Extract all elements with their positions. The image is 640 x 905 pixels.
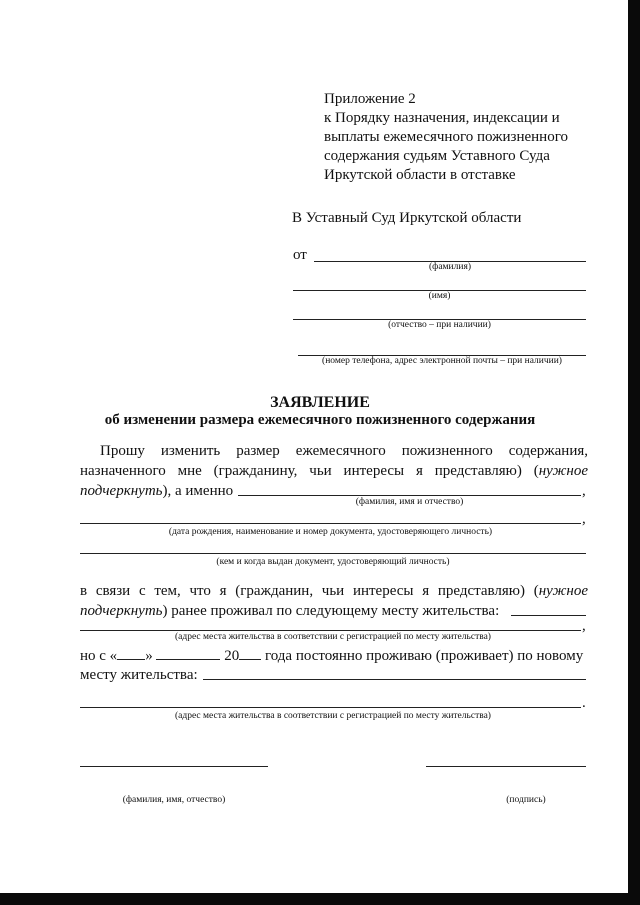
document-title: ЗАЯВЛЕНИЕ (270, 394, 370, 411)
fio-caption: (фамилия, имя и отчество) (355, 497, 464, 507)
birth-comma: , (582, 511, 586, 527)
new-address-field[interactable] (80, 707, 581, 708)
contact-caption: (номер телефона, адрес электронной почты – при наличии) (322, 356, 562, 366)
addressee: В Уставный Суд Иркутской области (292, 210, 522, 226)
new-address-period: . (582, 695, 586, 711)
new-address-caption: (адрес места жительства в соответствии с регистрацией по месту жительства) (175, 711, 491, 721)
p2-line1 (80, 581, 588, 601)
p2-line2-text: ) ранее проживал по следующему месту жительства: (162, 603, 500, 619)
old-address-comma: , (582, 618, 586, 634)
day-field[interactable] (117, 645, 145, 660)
year-field[interactable] (239, 645, 261, 660)
old-address-caption: (адрес места жительства в соответствии с регистрацией по месту жительства) (175, 632, 491, 642)
signature-fio-caption: (фамилия, имя, отчество) (122, 795, 226, 805)
old-address-field-start[interactable] (511, 615, 586, 616)
p3-text-d: года постоянно проживаю (проживает) по новому (264, 648, 584, 664)
p3-text-b: » (145, 648, 153, 664)
birth-doc-caption: (дата рождения, наименование и номер документа, удостоверяющего личность) (168, 527, 493, 537)
old-address-field[interactable] (80, 630, 581, 631)
appendix-line: выплаты ежемесячного пожизненного (324, 129, 568, 145)
scan-edge-bottom (0, 893, 640, 905)
signature-caption: (подпись) (506, 795, 546, 805)
appendix-block (324, 90, 594, 185)
p2-line2 (80, 601, 499, 621)
name-caption: (имя) (428, 291, 451, 301)
appendix-line: Приложение 2 (324, 91, 416, 107)
p1-line3-text: ), а именно (162, 483, 234, 499)
p2-line1-italic: нужное (538, 583, 588, 599)
p3-line1 (80, 645, 583, 666)
p1-line2-text: назначенного мне (гражданину, чьи интересы я представляю) ( (80, 463, 539, 479)
fio-comma: , (582, 483, 586, 499)
p1-line2-italic: нужное (538, 463, 588, 479)
birth-doc-field[interactable] (80, 523, 581, 524)
signature-fio-field[interactable] (80, 766, 268, 767)
document-subtitle: об изменении размера ежемесячного пожизненного содержания (104, 412, 536, 428)
issued-field[interactable] (80, 553, 586, 554)
appendix-line: содержания судьям Уставного Суда (324, 148, 550, 164)
patronymic-caption: (отчество – при наличии) (388, 320, 491, 330)
appendix-line: к Порядку назначения, индексации и (324, 110, 560, 126)
fio-field[interactable] (238, 495, 581, 496)
signature-field[interactable] (426, 766, 586, 767)
new-address-field-start[interactable] (203, 679, 586, 680)
scan-edge-right (628, 0, 640, 905)
p1-line3-italic: подчеркнуть (80, 483, 163, 499)
surname-caption: (фамилия) (429, 262, 471, 272)
from-label: от (293, 247, 307, 263)
p3-line2: месту жительства: (80, 667, 198, 683)
p3-text-a: но с « (80, 648, 118, 664)
issued-caption: (кем и когда выдан документ, удостоверяющий личность) (216, 557, 450, 567)
p3-text-c: 20 (224, 648, 240, 664)
p1-line2 (80, 461, 588, 481)
appendix-line: Иркутской области в отставке (324, 167, 516, 183)
p1-line1: Прошу изменить размер ежемесячного пожизненного содержания, (100, 443, 588, 459)
p2-line1-text: в связи с тем, что я (гражданин, чьи интересы я представляю) ( (80, 583, 539, 599)
month-field[interactable] (156, 645, 220, 660)
p2-line2-italic: подчеркнуть (80, 603, 163, 619)
